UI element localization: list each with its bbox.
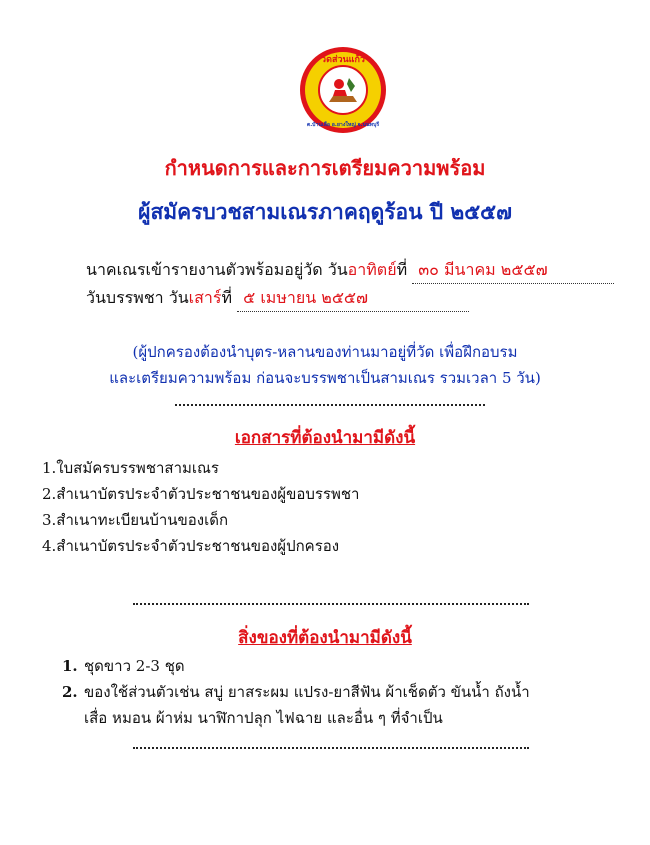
item-number: 2. [62, 683, 78, 701]
item-number: 1. [62, 657, 78, 675]
item-text: ของใช้ส่วนตัวเช่น สบู่ ยาสระผม แปรง-ยาสีฟัน ผ้าเช็ดตัว ขันน้ำ ถังน้ำ [84, 683, 530, 701]
report-date-field: ๓๐ มีนาคม ๒๕๕๗ [412, 258, 614, 284]
note-line-1: (ผู้ปกครองต้องนำบุตร-หลานของท่านมาอยู่ที่วัด เพื่อฝึกอบรม [132, 343, 518, 361]
report-prefix: นาคเณรเข้ารายงานตัวพร้อมอยู่วัด วัน [86, 260, 348, 279]
belongings-heading: สิ่งของที่ต้องนำมามีดังนี้ [238, 628, 412, 648]
note-line-2: และเตรียมความพร้อม ก่อนจะบรรพชาเป็นสามเณร รวมเวลา 5 วัน) [109, 369, 541, 387]
page-title: กำหนดการและการเตรียมความพร้อม [164, 156, 486, 180]
ordain-suffix: ที่ [221, 288, 233, 307]
temple-logo [299, 46, 387, 134]
logo-top-text: วัดส่วนแก้ว [321, 55, 365, 65]
document-item: 2.สำเนาบัตรประจำตัวประชาชนของผู้ขอบรรพชา [42, 485, 360, 503]
logo-bottom-text: ต.บ้านเลือ อ.ยางใหญ่ จ.นนทบุรี [306, 122, 380, 128]
divider [133, 603, 529, 605]
belonging-item-2 [62, 680, 530, 704]
belonging-item-1 [62, 654, 185, 678]
documents-heading: เอกสารที่ต้องนำมามีดังนี้ [234, 428, 416, 448]
divider [133, 747, 529, 749]
ordain-date-line [86, 286, 469, 312]
page-subtitle: ผู้สมัครบวชสามเณรภาคฤดูร้อน ปี ๒๕๕๗ [138, 199, 512, 224]
ordain-prefix: วันบรรพชา วัน [86, 288, 189, 307]
ordain-day: เสาร์ [188, 288, 222, 307]
report-date-line [86, 258, 614, 284]
document-item: 3.สำเนาทะเบียนบ้านของเด็ก [42, 511, 229, 529]
document-item: 4.สำเนาบัตรประจำตัวประชาชนของผู้ปกครอง [42, 537, 340, 555]
item-text: ชุดขาว 2-3 ชุด [84, 657, 185, 675]
divider [175, 404, 485, 406]
ordain-date-field: ๕ เมษายน ๒๕๕๗ [237, 286, 469, 312]
belonging-item-2-cont: เสื่อ หมอน ผ้าห่ม นาฬิกาปลุก ไฟฉาย และอื่น ๆ ที่จำเป็น [84, 709, 443, 727]
report-day: อาทิตย์ [347, 260, 397, 279]
report-suffix: ที่ [396, 260, 408, 279]
document-item: 1.ใบสมัครบรรพชาสามเณร [42, 459, 219, 477]
